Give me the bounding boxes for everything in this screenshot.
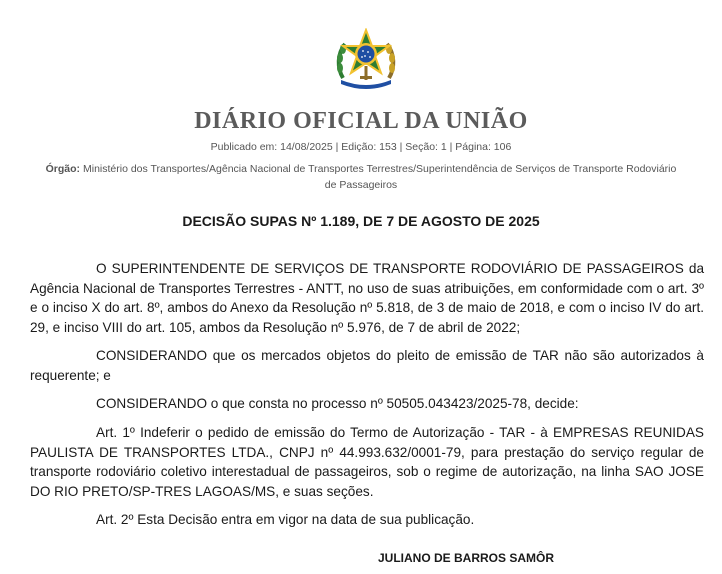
- masthead-title: DIÁRIO OFICIAL DA UNIÃO: [194, 108, 528, 134]
- paragraph-preamble: O SUPERINTENDENTE DE SERVIÇOS DE TRANSPORTE RODOVIÁRIO DE PASSAGEIROS da Agência Nacional de Transportes Terrestres - ANTT, no uso de suas atribuições, em conformidade com o art. 3º e o inciso X do art. 8º, ambos do Anexo da Resolução nº 5.818, de 3 de maio de 2018, e com o inciso IV do art. 29, e inciso VIII do art. 105, ambos da Resolução nº 5.976, de 7 de abril de 2022;: [30, 261, 704, 335]
- brazil-coat-of-arms-icon: [331, 28, 401, 90]
- issuing-agency-label: Órgão:: [45, 163, 81, 175]
- decision-title: DECISÃO SUPAS Nº 1.189, DE 7 DE AGOSTO DE 2025: [182, 213, 540, 229]
- paragraph-article-2: Art. 2º Esta Decisão entra em vigor na data de sua publicação.: [96, 512, 475, 527]
- issuing-agency: [40, 161, 682, 193]
- paragraph-article-1: Art. 1º Indeferir o pedido de emissão do Termo de Autorização - TAR - à EMPRESAS REUNIDAS PAULISTA DE TRANSPORTES LTDA., CNPJ nº 44.993.632/0001-79, para prestação do serviço regular de transporte rodoviário coletivo interestadual de passageiros, sob o regime de autorização, na linha SAO JOSE DO RIO PRETO/SP-TRES LAGOAS/MS, e suas seções.: [30, 425, 704, 499]
- publication-info: Publicado em: 14/08/2025 | Edição: 153 | Seção: 1 | Página: 106: [210, 141, 512, 153]
- paragraph-considerando-2: CONSIDERANDO o que consta no processo nº 50505.043423/2025-78, decide:: [96, 396, 579, 411]
- paragraph-considerando-1: CONSIDERANDO que os mercados objetos do pleito de emissão de TAR não são autorizados à requerente; e: [30, 348, 704, 383]
- issuing-agency-text: Ministério dos Transportes/Agência Nacional de Transportes Terrestres/Superintendência de Serviços de Transporte Rodoviário de Passageiros: [82, 163, 677, 191]
- signature-name: JULIANO DE BARROS SAMÔR: [378, 551, 555, 565]
